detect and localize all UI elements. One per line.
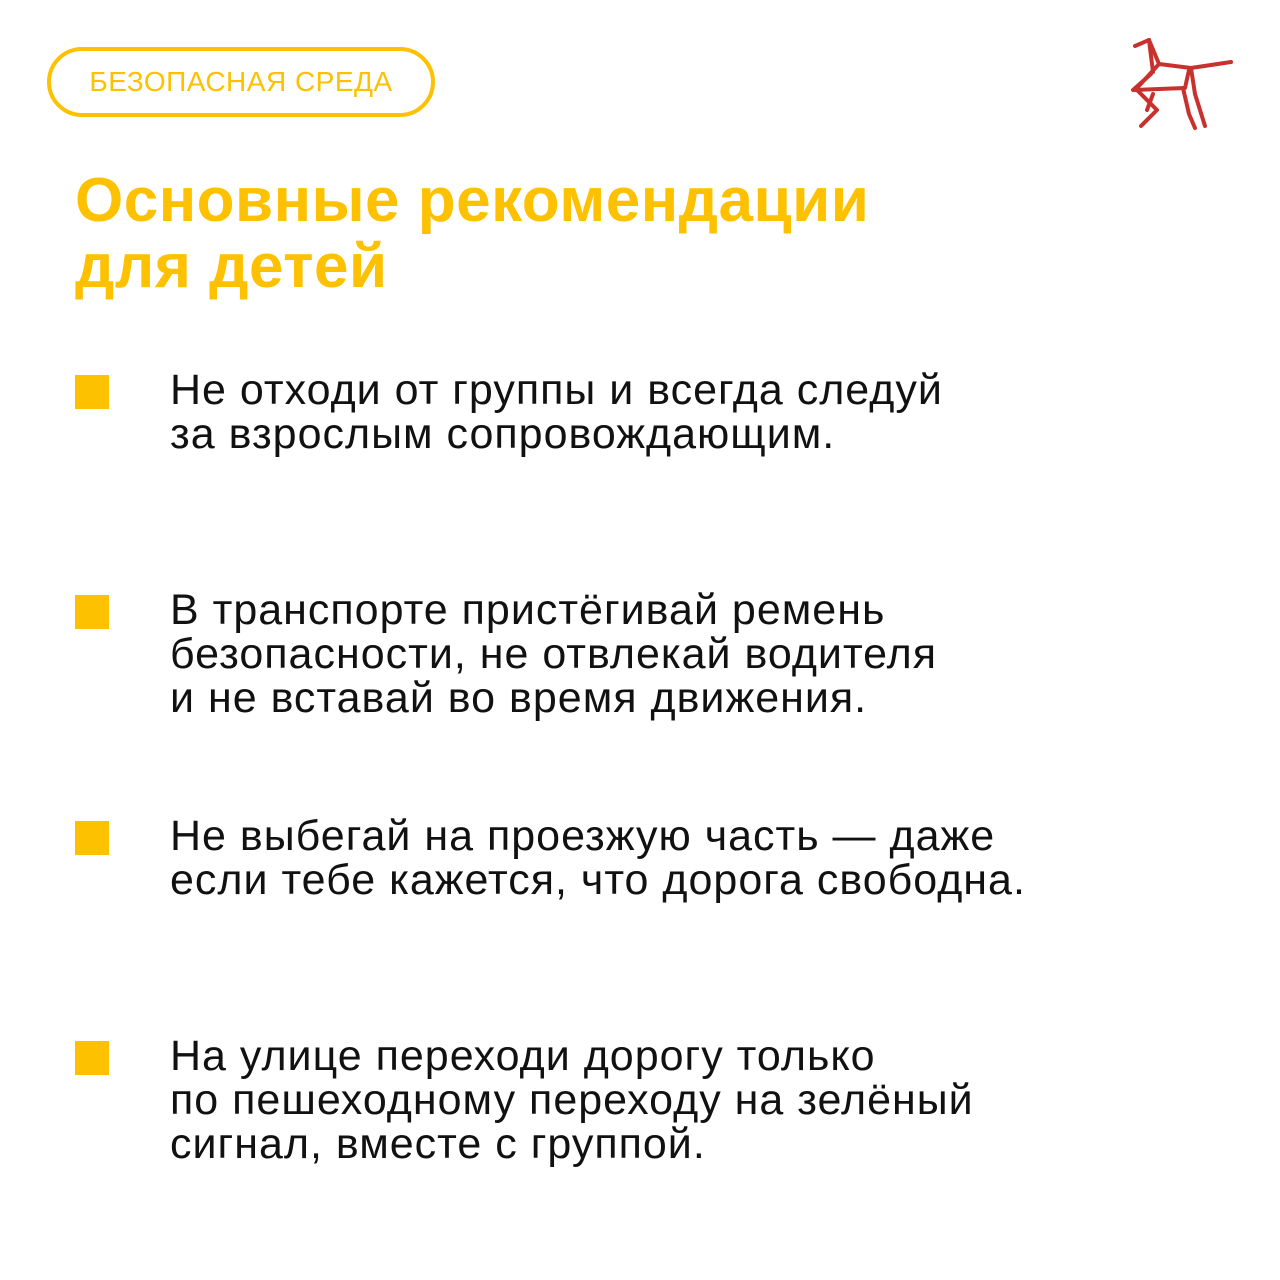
page-title: [75, 168, 869, 300]
section-tag-label: БЕЗОПАСНАЯ СРЕДА: [89, 66, 393, 97]
recommendation-line: за взрослым сопровождающим.: [170, 410, 836, 458]
page-title-line-2: для детей: [75, 232, 388, 301]
recommendation-text: [170, 814, 1190, 902]
square-bullet-icon: [75, 821, 109, 855]
square-bullet-icon: [75, 595, 109, 629]
horse-logo-icon: [1125, 38, 1235, 133]
recommendation-line: В транспорте пристёгивай ремень: [170, 586, 886, 634]
recommendation-text: [170, 368, 1190, 456]
square-bullet-icon: [75, 375, 109, 409]
section-tag: [47, 47, 435, 117]
recommendation-line: если тебе кажется, что дорога свободна.: [170, 856, 1026, 904]
page-title-line-1: Основные рекомендации: [75, 166, 870, 235]
recommendation-line: На улице переходи дорогу только: [170, 1032, 876, 1080]
recommendation-line: сигнал, вместе с группой.: [170, 1120, 706, 1168]
recommendation-text: [170, 588, 1190, 720]
recommendation-line: Не выбегай на проезжую часть — даже: [170, 812, 996, 860]
square-bullet-icon: [75, 1041, 109, 1075]
recommendation-line: Не отходи от группы и всегда следуй: [170, 366, 943, 414]
recommendation-line: безопасности, не отвлекай водителя: [170, 630, 938, 678]
recommendation-line: по пешеходному переходу на зелёный: [170, 1076, 974, 1124]
recommendation-text: [170, 1034, 1190, 1166]
recommendation-line: и не вставай во время движения.: [170, 674, 868, 722]
